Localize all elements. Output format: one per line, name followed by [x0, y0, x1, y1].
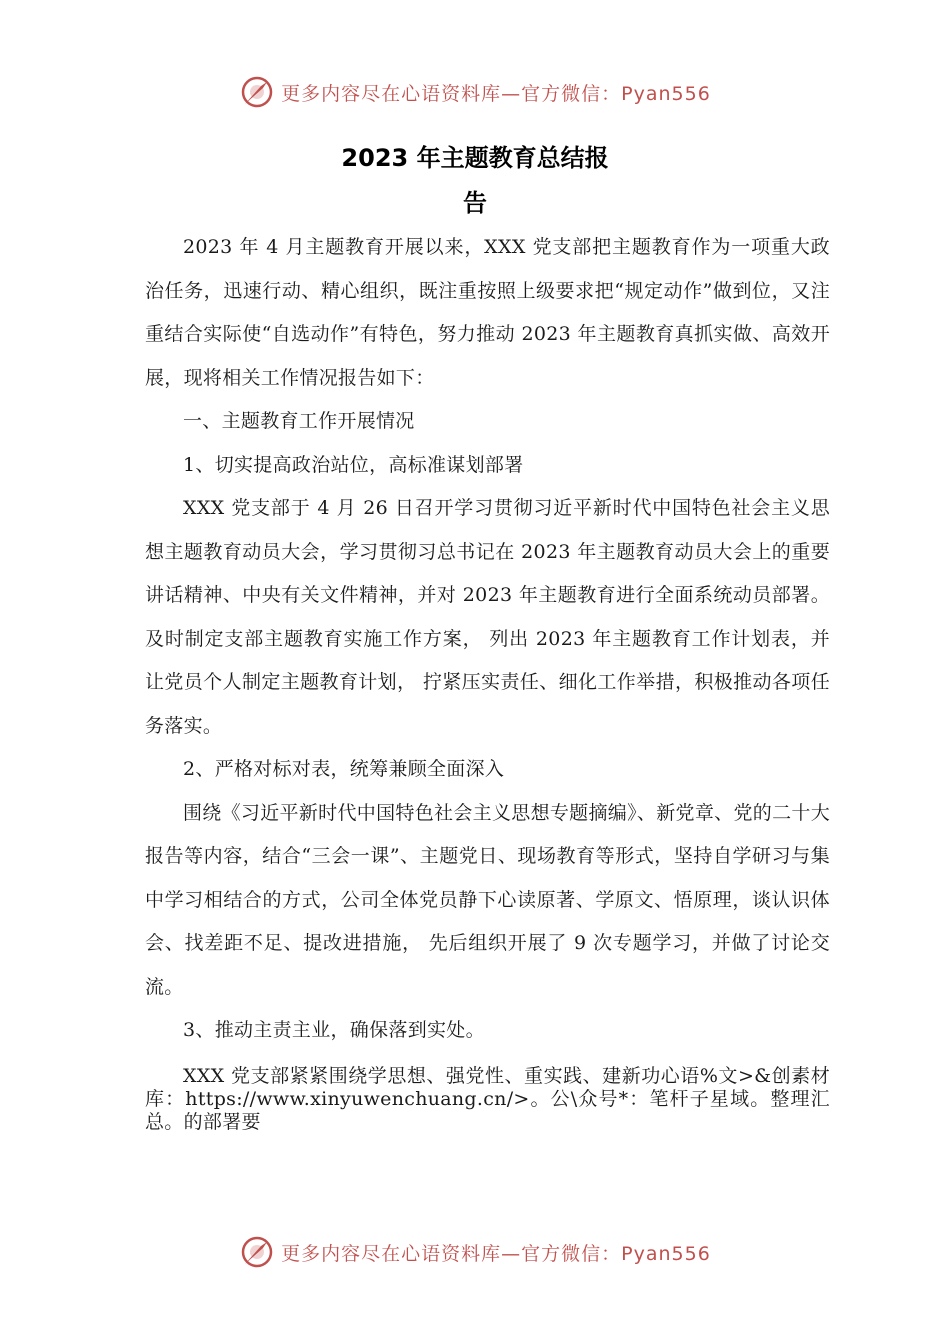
logo-icon — [239, 1234, 275, 1270]
paragraph-item-2: 围绕《习近平新时代中国特色社会主义思想专题摘编》、新党章、党的二十大报告等内容，结合“三会一课”、主题党日、现场教育等形式，坚持自学研习与集中学习相结合的方式，公司全体党员静下心读原著、学原文、悟原理，谈认识体会、找差距不足、提改进措施， 先后组织开展了 9 次专题学习，并做了讨论交流。 — [145, 801, 830, 998]
watermark-banner-top — [0, 72, 950, 112]
document-title-line2: 告 — [463, 189, 487, 217]
watermark-text-bottom: 更多内容尽在心语资料库—官方微信：Pyan556 — [281, 1242, 711, 1265]
document-title-line1: 2023 年主题教育总结报 — [341, 144, 609, 172]
paragraph-item-1: XXX 党支部于 4 月 26 日召开学习贯彻习近平新时代中国特色社会主义思想主题教育动员大会，学习贯彻习总书记在 2023 年主题教育动员大会上的重要讲话精神、中央有关文件精神，并对 2023 年主题教育进行全面系统动员部署。及时制定支部主题教育实施工作方案， 列出 2023 年主题教育工作计划表，并让党员个人制定主题教育计划， 拧紧压实责任、细化工作举措，积极推动各项任务落实。 — [145, 497, 830, 737]
paragraph-intro: 2023 年 4 月主题教育开展以来，XXX 党支部把主题教育作为一项重大政治任务，迅速行动、精心组织，既注重按照上级要求把“规定动作”做到位，又注重结合实际使“自选动作”有特色，努力推动 2023 年主题教育真抓实做、高效开展，现将相关工作情况报告如下： — [145, 236, 830, 389]
document-body — [145, 226, 830, 1134]
heading-item-2: 2、严格对标对表，统筹兼顾全面深入 — [183, 758, 505, 780]
heading-section-1: 一、主题教育工作开展情况 — [183, 410, 415, 432]
watermark-banner-bottom — [0, 1232, 950, 1272]
watermark-text-top: 更多内容尽在心语资料库—官方微信：Pyan556 — [281, 82, 711, 105]
heading-item-1: 1、切实提高政治站位，高标准谋划部署 — [183, 453, 524, 476]
paragraph-item-3: XXX 党支部紧紧围绕学思想、强党性、重实践、建新功心语%文>&创素材库：https://www.xinyuwenchuang.cn/>。公\众号*：笔杆子星域。整理汇总。的部署要 — [145, 1064, 830, 1133]
heading-item-3: 3、推动主责主业，确保落到实处。 — [183, 1019, 485, 1041]
logo-icon — [239, 74, 275, 110]
